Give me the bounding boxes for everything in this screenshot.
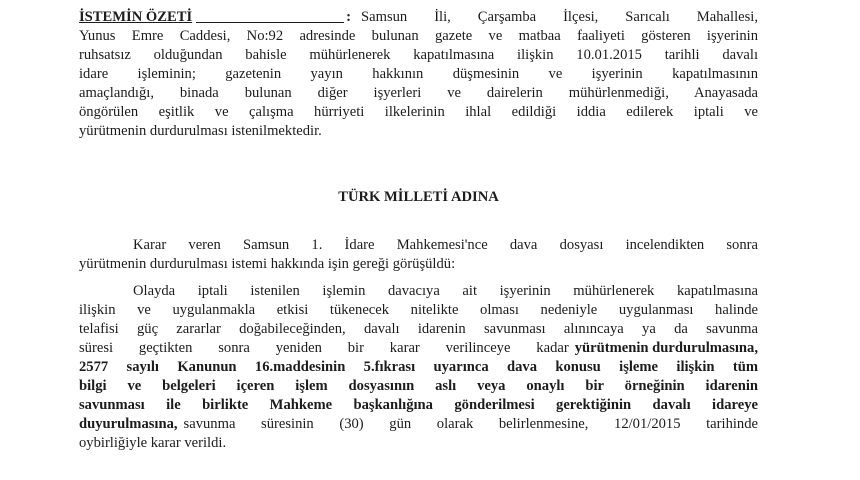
summary-line-2: ruhsatsız olduğundan bahisle mühürlenerek kapatılmasına ilişkin 10.01.2015 tarihli davalı [79, 47, 758, 63]
paragraph2-line-9: oybirliğiyle karar verildi. [79, 435, 227, 451]
summary-heading-line [79, 8, 758, 27]
paragraph2-line-7: savunması ile birlikte Mahkeme başkanlığına gönderilmesi gerektiğinin davalı idareye [79, 397, 758, 413]
paragraph2-line-8-normal: savunma süresinin (30) gün olarak belirlenmesine, 12/01/2015 tarihinde [183, 416, 758, 432]
paragraph2-line-6: bilgi ve belgeleri içeren işlem dosyasının aslı veya onaylı bir örneğinin idarenin [79, 378, 758, 394]
summary-line-3: idare işleminin; gazetenin yayın hakkının düşmesinin ve işyerinin kapatılmasının [79, 66, 758, 82]
paragraph2-line-8 [79, 415, 758, 434]
paragraph2-line-5: 2577 sayılı Kanunun 16.maddesinin 5.fıkrası uyarınca dava konusu işleme ilişkin tüm [79, 359, 758, 375]
paragraph2-line-4-bold: yürütmenin durdurulmasına, [574, 340, 758, 356]
summary-underline [196, 8, 344, 23]
paragraph1-line-0: Karar veren Samsun 1. İdare Mahkemesi'nce dava dosyası incelendikten sonra [133, 237, 758, 253]
summary-line-5: öngörülen eşitlik ve çalışma hürriyeti ilkelerinin ihlal edildiği iddia edilerek iptali ve [79, 104, 758, 120]
summary-colon: : [346, 9, 352, 25]
paragraph2-line-1: Olayda iptali istenilen işlemin davacıya ait işyerinin mühürlenerek kapatılmasına [133, 283, 758, 299]
paragraph2-line-3: telafisi güç zararlar doğabileceğinden, davalı idarenin savunması alınıncaya ya da savunma [79, 321, 758, 337]
summary-line-4: amaçlandığı, binada bulunan diğer işyerleri ve dairelerin mühürlenmediği, Anayasada [79, 85, 758, 101]
summary-line-0: Samsun İli, Çarşamba İlçesi, Sarıcalı Mahallesi, [361, 9, 758, 25]
paragraph2-line-4-normal: süresi geçtikten sonra yeniden bir karar verilinceye kadar [79, 340, 569, 356]
section-title: TÜRK MİLLETİ ADINA [338, 189, 499, 205]
paragraph2-line-8-bold: duyurulmasına, [79, 416, 178, 432]
paragraph2-line-2: ilişkin ve uygulanmakla etkisi tükenecek nitelikte olması nedeniyle uygulanması halinde [79, 302, 758, 318]
summary-label: İSTEMİN ÖZETİ [79, 9, 193, 25]
summary-line-1: Yunus Emre Caddesi, No:92 adresinde bulunan gazete ve matbaa faaliyeti gösteren işyerinin [79, 28, 758, 44]
paragraph1-line-1: yürütmenin durdurulması istemi hakkında işin gereği görüşüldü: [79, 256, 456, 272]
paragraph2-line-4 [79, 339, 758, 358]
summary-line-6: yürütmenin durdurulması istenilmektedir. [79, 123, 322, 139]
